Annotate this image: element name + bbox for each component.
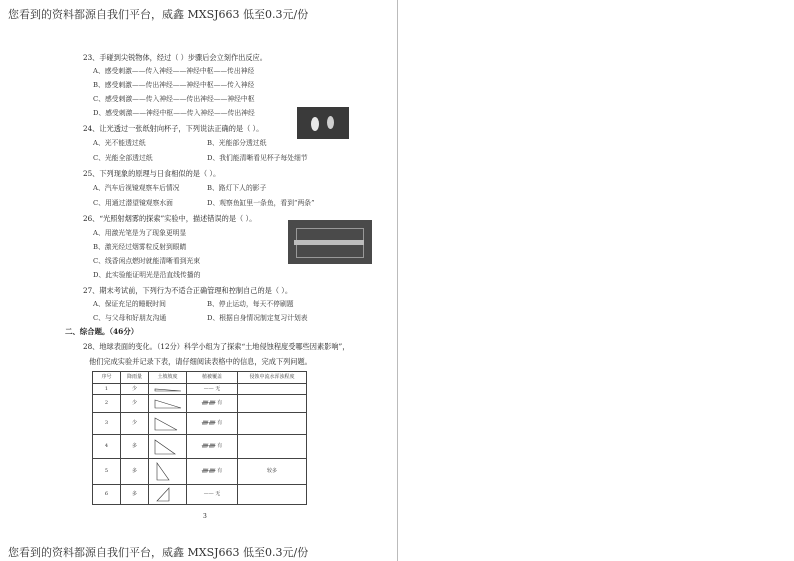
table-row	[93, 459, 307, 485]
q28-stem-line2: 他们完成实验并记录下表，请仔细阅读表格中的信息，完成下列问题。	[89, 357, 312, 366]
row-rainfall: 少	[121, 413, 149, 435]
row-number: 5	[93, 459, 121, 485]
q24-option-b: B、光能部分透过纸	[207, 139, 267, 147]
q27-option-c: C、与父母和好朋友沟通	[93, 314, 167, 322]
slope-shape	[153, 437, 183, 455]
row-number: 2	[93, 395, 121, 413]
row-rainfall: 少	[121, 395, 149, 413]
row-number: 3	[93, 413, 121, 435]
slope-cell	[149, 485, 187, 505]
laser-smoke-photo	[288, 220, 372, 264]
q23-stem: 23、手碰到尖锐物体，经过（ ）步骤后会立刻作出反应。	[83, 53, 267, 62]
section-title: 二、综合题。（46分）	[65, 327, 139, 336]
page-divider	[397, 0, 398, 561]
q27-stem: 27、期末考试前，下列行为不适合正确管理和控制自己的是（ ）。	[83, 286, 293, 295]
q23-option-d: D、感受刺激——神经中枢——传入神经——传出神经	[93, 109, 255, 117]
exam-page	[65, 45, 380, 535]
q28-stem-line1: 28、地球表面的变化。（12分）科学小组为了探索“土地侵蚀程度受哪些因素影响”，	[83, 342, 350, 351]
col-header-turbidity: 侵蚀中流水浑浊程度	[238, 372, 307, 384]
q24-stem: 24、让光透过一张纸射向杯子，下列说法正确的是（ ）。	[83, 124, 264, 133]
slope-cell	[149, 384, 187, 395]
slope-cell	[149, 413, 187, 435]
row-number: 4	[93, 435, 121, 459]
q25-option-a: A、汽车后视镜观察车后情况	[93, 184, 180, 192]
row-note	[238, 384, 307, 395]
q25-stem: 25、下列现象的原理与日食相似的是（ ）。	[83, 169, 221, 178]
watermark-bottom: 您看到的资料都源自我们平台，威鑫 MXSJ663 低至0.3元/份	[8, 546, 309, 559]
grass-icon: ᚏᚏ	[201, 420, 216, 426]
vegetation-line-icon: ——	[203, 491, 214, 497]
row-vegetation: 有	[217, 420, 223, 426]
q23-option-a: A、感受刺激——传入神经——神经中枢——传出神经	[93, 67, 255, 75]
table-row	[93, 413, 307, 435]
q23-option-c: C、感受刺激——传入神经——传出神经——神经中枢	[93, 95, 255, 103]
row-vegetation: 有	[217, 468, 223, 474]
watermark-top: 您看到的资料都源自我们平台，威鑫 MXSJ663 低至0.3元/份	[8, 8, 309, 21]
grass-icon: ᚏᚏ	[201, 443, 216, 449]
q24-option-a: A、光不能透过纸	[93, 139, 146, 147]
q26-option-c: C、线香闲点燃时就能清晰看到光束	[93, 257, 201, 265]
q27-option-b: B、停止运动，每天不停刷题	[207, 300, 294, 308]
slope-cell	[149, 459, 187, 485]
table-row	[93, 435, 307, 459]
row-note	[238, 435, 307, 459]
row-rainfall: 少	[121, 384, 149, 395]
vegetation-cell	[187, 485, 238, 505]
slope-shape	[153, 415, 183, 431]
q27-option-d: D、根据自身情况制定复习计划表	[207, 314, 308, 322]
page-number: 3	[203, 513, 207, 520]
experiment-table	[92, 371, 307, 505]
q25-option-b: B、路灯下人的影子	[207, 184, 267, 192]
vegetation-cell	[187, 384, 238, 395]
table-row	[93, 395, 307, 413]
q24-option-c: C、光能全部透过纸	[93, 154, 153, 162]
vegetation-cell	[187, 435, 238, 459]
col-header-rainfall: 降雨量	[121, 372, 149, 384]
row-note	[238, 413, 307, 435]
row-vegetation: 无	[215, 385, 221, 392]
slope-shape	[153, 384, 183, 392]
q27-option-a: A、保证充足的睡眠时间	[93, 300, 166, 308]
q26-option-a: A、用激光笔是为了现象更明显	[93, 229, 187, 237]
cup-light-photo	[297, 107, 349, 139]
row-vegetation: 有	[217, 400, 223, 406]
slope-shape	[153, 486, 183, 502]
table-row	[93, 384, 307, 395]
slope-shape	[153, 461, 183, 481]
q23-option-b: B、感受刺激——传出神经——神经中枢——传入神经	[93, 81, 255, 89]
row-rainfall: 多	[121, 485, 149, 505]
q25-option-c: C、用通过潜望镜观察水面	[93, 199, 173, 207]
row-rainfall: 多	[121, 459, 149, 485]
table-row	[93, 485, 307, 505]
vegetation-line-icon: ——	[203, 385, 214, 392]
row-vegetation: 有	[217, 443, 223, 449]
grass-icon: ᚏᚏ	[201, 400, 216, 406]
row-note	[238, 485, 307, 505]
q25-option-d: D、观察鱼缸里一条鱼，看到“两条”	[207, 199, 315, 207]
grass-icon: ᚏᚏ	[201, 468, 216, 474]
slope-cell	[149, 435, 187, 459]
q26-stem: 26、“光照射烟雾的探索”实验中，描述错误的是（ ）。	[83, 214, 257, 223]
q26-option-d: D、此实验能证明光是沿直线传播的	[93, 271, 201, 279]
row-number: 6	[93, 485, 121, 505]
col-header-number: 序号	[93, 372, 121, 384]
row-note: 较多	[238, 459, 307, 485]
row-rainfall: 多	[121, 435, 149, 459]
q24-option-d: D、我们能清晰看见杯子每处细节	[207, 154, 308, 162]
col-header-vegetation: 植被覆盖	[187, 372, 238, 384]
row-number: 1	[93, 384, 121, 395]
row-note	[238, 395, 307, 413]
row-vegetation: 无	[215, 491, 221, 497]
vegetation-cell	[187, 395, 238, 413]
slope-shape	[153, 397, 183, 409]
vegetation-cell	[187, 413, 238, 435]
q26-option-b: B、激光经过烟雾粒反射到眼睛	[93, 243, 187, 251]
vegetation-cell	[187, 459, 238, 485]
slope-cell	[149, 395, 187, 413]
col-header-slope: 土坡坡度	[149, 372, 187, 384]
